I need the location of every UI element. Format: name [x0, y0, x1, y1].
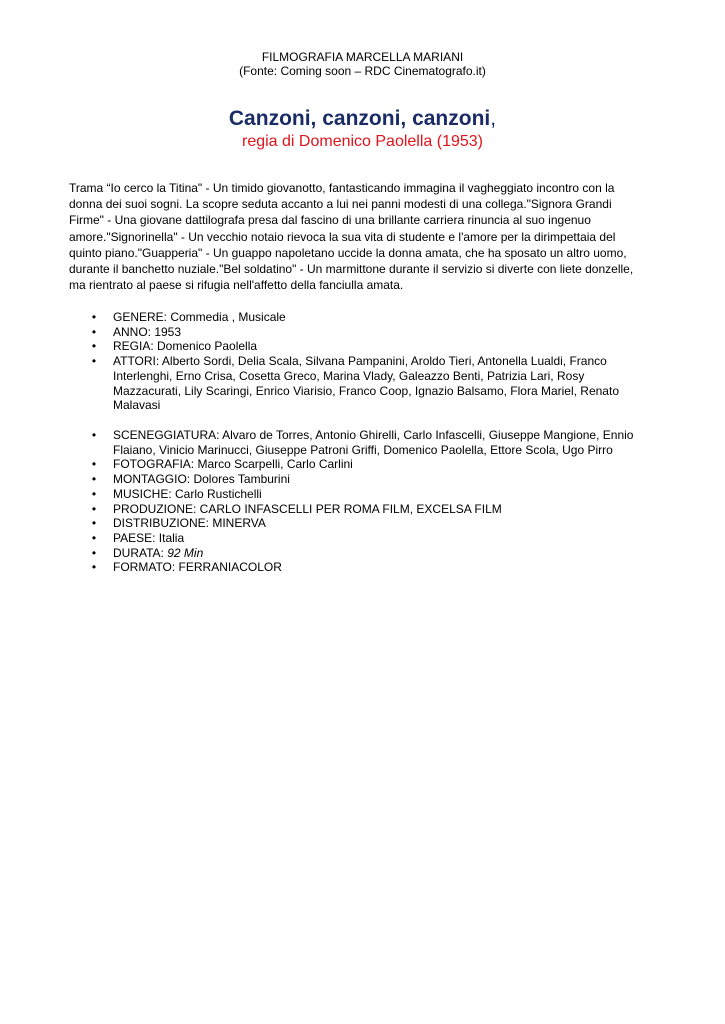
info-item-line: ATTORI: Alberto Sordi, Delia Scala, Silvana Pampanini, Aroldo Tieri, Antonella Lualdi, Franco [113, 354, 607, 369]
bullet-icon: • [91, 530, 97, 545]
info-item-text: REGIA: Domenico Paolella [113, 339, 258, 354]
header-title: FILMOGRAFIA MARCELLA MARIANI [261, 50, 464, 64]
plot-line: Trama “Io cerco la Titina" - Un timido giovanotto, fantasticando immagina il vagheggiato incontro con la [69, 181, 615, 195]
plot-paragraph [69, 180, 655, 293]
bullet-icon: • [91, 354, 97, 369]
info-item-text: FOTOGRAFIA: Marco Scarpelli, Carlo Carlini [113, 457, 353, 472]
info-item-durata [69, 546, 659, 561]
info-item-text: ANNO: 1953 [113, 324, 182, 339]
film-director-subtitle: regia di Domenico Paolella (1953) [241, 133, 484, 150]
info-item-anno [69, 325, 659, 340]
info-item-regia [69, 339, 659, 354]
info-item-text: DISTRIBUZIONE: MINERVA [113, 516, 266, 531]
info-item-line: Mazzacurati, Lily Scaringi, Enrico Viarisio, Franco Coop, Ignazio Balsamo, Flora Mariel, Renato [113, 383, 619, 398]
bullet-icon: • [91, 486, 97, 501]
film-info-list-primary [69, 310, 659, 413]
film-title-block [0, 106, 725, 152]
film-title [0, 106, 725, 132]
plot-line: quinto piano."Guapperia" - Un guappo napoletano uccide la donna amata, che ha sposato un altro uomo, [69, 245, 627, 260]
bullet-icon: • [91, 457, 97, 472]
info-item-montaggio [69, 472, 659, 487]
info-item-formato [69, 560, 659, 575]
info-item-musiche [69, 487, 659, 502]
bullet-icon: • [91, 324, 97, 339]
plot-line: durante il banchetto nuziale."Bel soldatino" - Un marmittone durante il servizio si diverte con liete donzelle, [69, 262, 634, 277]
bullet-icon: • [91, 501, 97, 516]
plot-line: donna dei suoi sogni. La scopre seduta accanto a lui nei panni modesti di una collega."Signora Grandi [69, 197, 612, 212]
film-info-list-secondary [69, 428, 659, 575]
bullet-icon: • [91, 310, 97, 324]
header-source: (Fonte: Coming soon – RDC Cinematografo.it) [239, 64, 486, 78]
bullet-icon: • [91, 560, 97, 575]
durata-label: DURATA: [113, 545, 168, 560]
info-item-attori [69, 354, 659, 413]
info-item-sceneggiatura [69, 428, 659, 457]
info-item-text: FORMATO: FERRANIACOLOR [113, 560, 282, 575]
info-item-text: GENERE: Commedia , Musicale [113, 310, 286, 324]
info-item-text: MONTAGGIO: Dolores Tamburini [113, 472, 290, 487]
film-title-comma: , [490, 107, 497, 130]
info-item-line: Interlenghi, Erno Crisa, Cosetta Greco, Marina Vlady, Galeazzo Benti, Patrizia Lari, Rosy [113, 368, 585, 383]
film-title-text: Canzoni, canzoni, canzoni [228, 107, 491, 130]
info-item-produzione [69, 502, 659, 517]
plot-line: ma rientrato al paese si rifugia nell'affetto della fanciulla amata. [69, 278, 404, 293]
bullet-icon: • [91, 428, 97, 442]
info-item-line: Malavasi [113, 398, 161, 413]
bullet-icon: • [91, 516, 97, 531]
bullet-icon: • [91, 545, 97, 560]
info-item-text: PAESE: Italia [113, 530, 185, 545]
bullet-icon: • [91, 472, 97, 487]
info-item-text: PRODUZIONE: CARLO INFASCELLI PER ROMA FILM, EXCELSA FILM [113, 501, 502, 516]
info-item-text: MUSICHE: Carlo Rustichelli [113, 486, 262, 501]
info-item-line: Flaiano, Vinicio Marinucci, Giuseppe Patroni Griffi, Domenico Paolella, Ettore Scola, Ugo Pirro [113, 442, 613, 457]
bullet-icon: • [91, 339, 97, 354]
info-item-fotografia [69, 457, 659, 472]
info-item-genere [69, 310, 659, 325]
info-item-paese [69, 531, 659, 546]
durata-value: 92 Min [167, 545, 204, 560]
plot-line: Firme" - Una giovane dattilografa presa dal fascino di una brillante carriera rinuncia al suo ingenuo [69, 213, 591, 228]
plot-line: amore."Signorinella" - Un vecchio notaio rievoca la sua vita di studente e l'amore per la dirimpettaia del [69, 229, 616, 244]
info-item-line: SCENEGGIATURA: Alvaro de Torres, Antonio Ghirelli, Carlo Infascelli, Giuseppe Mangione, Ennio [113, 428, 634, 442]
info-item-distribuzione [69, 516, 659, 531]
document-header [0, 50, 725, 78]
